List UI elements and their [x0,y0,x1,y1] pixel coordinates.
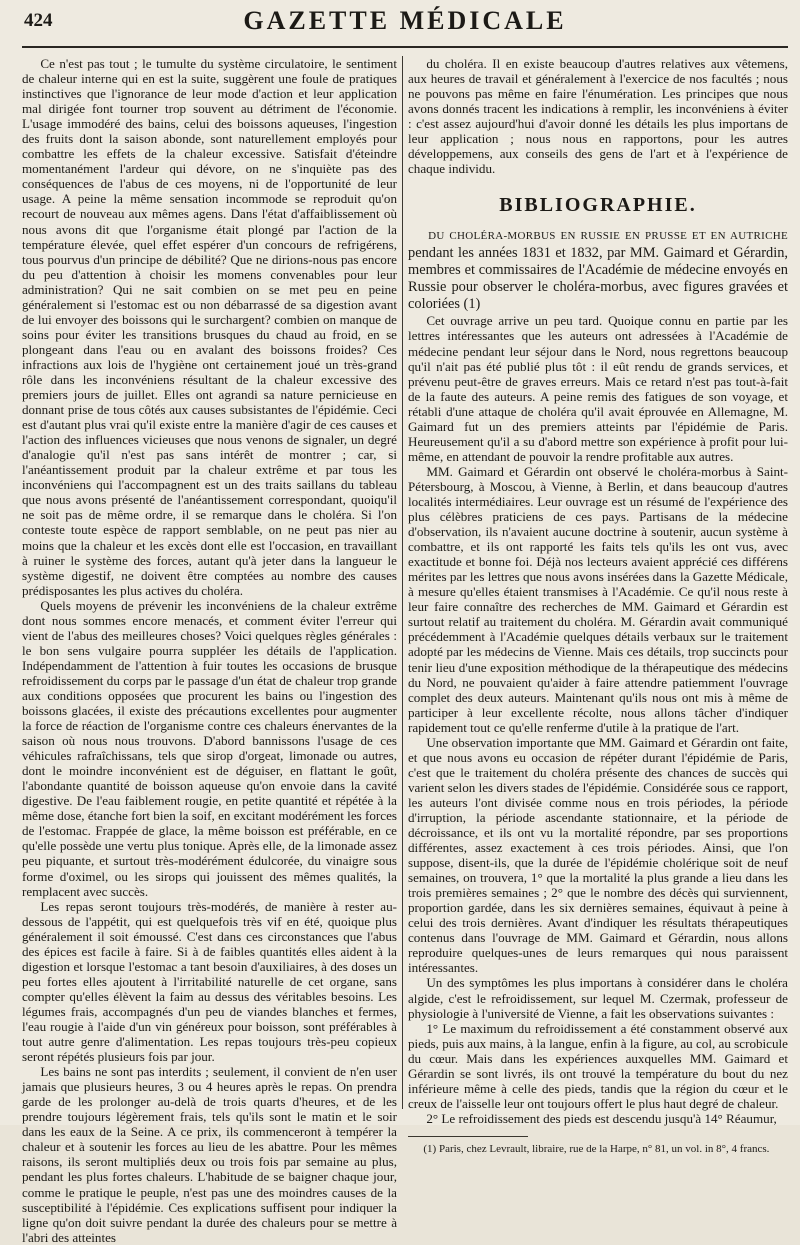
column-divider [402,56,403,1109]
paragraph: Un des symptômes les plus importans à considérer dans le choléra algide, c'est le refroidissement, sur lequel M. Czermak, professeur de physiologie à l'université de Vienne, a fait les observations suivantes : [408,975,788,1021]
paragraph: Cet ouvrage arrive un peu tard. Quoique connu en partie par les lettres intéressantes que les auteurs ont adressées à l'Académie de médecine pendant leur séjour dans le Nord, nous regrettons beaucoup qu'il n'ait pas été publié plus tôt : il eût rendu de grands services, et prévenu peut-être de graves erreurs. Mais ce retard n'est pas tout-à-fait de la faute des auteurs. A peine remis des fatigues de son voyage, et rétabli d'une attaque de choléra qu'il avait éprouvée en Allemagne, M. Gaimard fut un des premiers atteints par l'épidémie de Paris. Heureusement qu'il a su d'abord mettre son expérience à profit pour lui-même, en attendant de pouvoir la rendre profitable aux autres. [408,313,788,464]
list-item: 2° Le refroidissement des pieds est descendu jusqu'à 14° Réaumur, [426,1110,777,1126]
paragraph: Une observation importante que MM. Gaimard et Gérardin ont faite, et que nous avons eu occasion de répéter durant l'épidémie de Paris, c'est que le traitement du choléra présente des chances de succès qui varient selon les divers stades de l'épidémie. Considérée sous ce rapport, les auteurs l'ont divisée comme nous en trois périodes, la période d'irruption, la période ascendante stationnaire, et la période de décroissance, et ils ont vu la mortalité répondre, par ses proportions différentes, assez exactement à ces trois périodes. Ainsi, que l'on suppose, disent-ils, que la durée de l'épidémie cholérique soit de neuf semaines, on trouvera, 1° que la mortalité la plus grande a lieu dans les trois premières semaines ; 2° que le nombre des décès qui surviennent, proportion gardée, dans les six dernières semaines, équivaut à peine à celui des trois dernières. Avant d'indiquer les résultats thérapeutiques contenus dans l'ouvrage de MM. Gaimard et Gérardin, nous allons reproduire quelques-unes de leurs remarques qui nous paraissent intéressantes. [408,734,788,976]
article-columns [22,56,788,1245]
continued-paragraph: du choléra. Il en existe beaucoup d'autres relatives aux vêtemens, aux heures de travail et généralement à l'exercice de nos facultés ; nous ne pouvons pas même en faire l'énumération. Les principes que nous avons donnés tracent les indications à remplir, les inconvéniens à éviter : c'est assez aujourd'hui d'avoir donné les détails les plus importans de leur application ; nous nous en rapportons, pour les autres développemens, aux conseils des gens de l'art et à l'expérience de chaque individu. [408,56,788,177]
journal-title: GAZETTE MÉDICALE [243,6,567,35]
section-title: BIBLIOGRAPHIE. [499,194,697,217]
right-column [408,56,788,1155]
paragraph: Quels moyens de prévenir les inconvéniens de la chaleur extrême dont nous sommes encore menacés, et comment éviter l'erreur qui vient de l'abus des meilleures choses? Voici quelques règles générales : le bon sens vulgaire pourra suppléer les détails de l'application. Indépendamment de l'attention à fuir toutes les occasions de brusque refroidissement du corps par le passage d'un état de chaleur trop grande aux conditions opposées que procurent les bains ou l'ingestion des boissons glacées, il existe des précautions excellentes pour augmenter la force de réaction de l'organisme contre ces chaleurs énervantes de la saison où nous nous trouvons. D'abord bannissons l'usage de ces véhicules rafraîchissans, tels que sirop d'orgeat, limonade ou autres, dont le moindre inconvénient est de déguiser, en flattant le goût, l'abondante quantité de boisson aqueuse qu'on envoie dans la cavité digestive. De l'eau faiblement rougie, en petite quantité et répétée à la même dose, étanche fort bien la soif, en excitant modérément les forces de l'estomac. Frappée de glace, la même boisson est préférable, en ce qu'elle possède une vertu plus tonique. Après elle, de la limonade assez peu piquante, et surtout très-modérément édulcorée, du vinaigre sous forme d'oximel, ou les sirops qui jouissent des mêmes qualités, la remplacent avec succès. [22,597,397,899]
paragraph: Ce n'est pas tout ; le tumulte du système circulatoire, le sentiment de chaleur interne qui en est la suite, suggèrent une foule de pratiques instinctives que l'ignorance de leur mode d'action et leur application mal dirigée font tourner trop souvent au détriment de l'économie. L'usage immodéré des bains, celui des boissons aqueuses, l'ingestion des fruits dont la saison abonde, sont naturellement employés pour combattre les effets de la chaleur excessive. Satisfait d'éteindre momentanément l'ardeur qui dévore, on ne s'inquiète pas des conséquences de l'abus de ces moyens, ni de l'opportunité de leur usage. A peine la même sensation incommode se reproduit qu'on recourt de nouveau aux mêmes agens. Dans l'état d'affaiblissement où nous avons dit que l'organisme était plongé par l'action de la température élevée, quel effet espérer d'un concours de refrigérens, tous pourvus d'un principe de débilité? Que ne dirions-nous pas encore du peu d'attention à choisir les momens convenables pour leur administration? Qui ne sait combien on se met peu en peine généralement si l'estomac est ou non débarrassé de sa digestion avant de lui envoyer des boissons qui le surchargent? combien on manque de soins pour éviter les transitions brusques du chaud au froid, en se plongeant dans l'eau ou en avalant des boissons froides? Ces infractions aux lois de l'hygiène ont certainement joué un très-grand rôle dans les inconvéniens résultant de la chaleur excessive des premiers jours de juillet. Elles ont agrandi sa nature pernicieuse en donnant prise de tous côtés aux causes subsistantes de l'épidémie. Ceci est d'autant plus vrai qu'il existe entre la manière d'agir de ces causes et l'action des influences vicieuses que nous venons de signaler, un degré d'analogie qu'il n'est pas sans intérêt de montrer ; car, si l'anéantissement produit par la chaleur extrême et par tous les inconvéniens qui l'accompagnent est un des traits saillans du tableau que nous avons présenté de l'anéantissement correspondant, quoiqu'il ne soit pas de même ordre, il se remarque dans le choléra. Si l'on conteste toute espèce de rapport semblable, on ne peut pas nier au moins que la chaleur et les excès dont elle est l'occasion, en travaillant à ruiner le système des forces, autant qu'à jeter dans la langueur le système digestif, ne doivent être comptées au nombre des causes prédisposantes les plus actives du choléra. [22,56,397,598]
footnote-divider [408,1136,528,1137]
bibliography-entry [408,227,788,313]
bibliography-entry-caps: DU CHOLÉRA-MORBUS EN RUSSIE EN PRUSSE ET EN AUTRICHE [428,230,788,243]
bibliography-entry-rest: pendant les années 1831 et 1832, par MM. Gaimard et Gérardin, membres et commissaires de l'Académie de médecine envoyés en Russie pour observer le choléra-morbus, avec figures gravées et coloriées (1) [408,245,788,313]
paragraph: Les bains ne sont pas interdits ; seulement, il convient de n'en user jamais que plusieurs heures, 3 ou 4 heures après le repas. On prendra garde de les prolonger au-delà de trois quarts d'heures, et de les prendre toujours légèrement frais, tels qu'ils sont le matin et le soir dans les eaux de la Seine. A ce prix, ils commenceront à tempérer la chaleur et à soutenir les forces au lieu de les abattre. Pour les mêmes raisons, ils seront multipliés deux ou trois fois par semaine au plus, pendant les plus fortes chaleurs. L'habitude de se baigner chaque jour, comme le pratique le peuple, n'est pas une des moindres causes de la susceptibilité à l'épidémie. Ces explications suffisent pour indiquer la ligne qu'on doit suivre pendant la durée des chaleurs pour se mettre à l'abri des atteintes [22,1064,397,1245]
footnote: (1) Paris, chez Levrault, libraire, rue de la Harpe, n° 81, un vol. in 8°, 4 francs. [423,1142,770,1155]
page-number: 424 [24,10,53,31]
left-column [22,56,397,1245]
page-header [22,0,788,48]
paragraph: Les repas seront toujours très-modérés, de manière à rester au-dessous de l'appétit, qui est quelquefois très vif en été, quoique plus généralement il soit émoussé. C'est dans ces circonstances que l'abus des épices est facile à faire. Si à de faibles quantités elles aident à la digestion et lorsque l'estomac a tant besoin d'auxiliaires, à des doses un peu fortes elles ajoutent à l'irritabilité naturelle de cet organe, sans compter qu'elles élèvent la faim au dessus des véritables besoins. Les légumes frais, accompagnés d'un peu de viandes blanches et fermes, l'eau rougie à l'aide d'un vin généreux pour boisson, sont préférables à tout autre genre d'alimentation. Les repas toujours très-peu copieux seront répétés plusieurs fois par jour. [22,898,397,1065]
paragraph: MM. Gaimard et Gérardin ont observé le choléra-morbus à Saint-Pétersbourg, à Moscou, à Vienne, à Berlin, et dans beaucoup d'autres localités intermédiaires. Leur ouvrage est un résumé de l'expérience des plus célèbres praticiens de ces pays. Partisans de la médecine d'observation, ils n'avaient aucune doctrine à soutenir, aucun système à combattre, et ils ont rapporté les faits tels qu'ils les ont vus, avec exactitude et bonne foi. Déjà nos lecteurs avaient apprécié ces différens mérites par les lettres que nous avons insérées dans la Gazette Médicale, à mesure qu'elles étaient transmises à l'Académie. Ce qu'il nous reste à leur faire connaître des recherches de MM. Gaimard et Gérardin est surtout relatif au traitement du choléra. M. Gérardin avait communiqué précédemment à l'Académie quelques détails verbaux sur le traitement adopté par les médecins de Vienne. Mais ces détails, trop succincts pour tenir lieu d'une exposition méthodique de la thérapeutique des médecins du Nord, ne pouvaient qu'aider à faire attendre patiemment l'ouvrage complet des deux auteurs. Maintenant qu'ils nous ont mis à même de participer à leur excellente récolte, nous allons tâcher d'indiquer rapidement tout ce qu'elle renferme d'utile à la pratique de l'art. [408,463,788,735]
list-item: 1° Le maximum du refroidissement a été constamment observé aux pieds, puis aux mains, à la langue, enfin à la figure, au col, au scrobicule du cœur. Mais dans les expériences auxquelles MM. Gaimard et Gérardin se sont livrés, ils ont trouvé la température du bout du nez inférieure même à celle des pieds, tandis que la région du cœur et le creux de l'aisselle leur ont toujours offert le plus haut degré de chaleur. [408,1020,788,1111]
